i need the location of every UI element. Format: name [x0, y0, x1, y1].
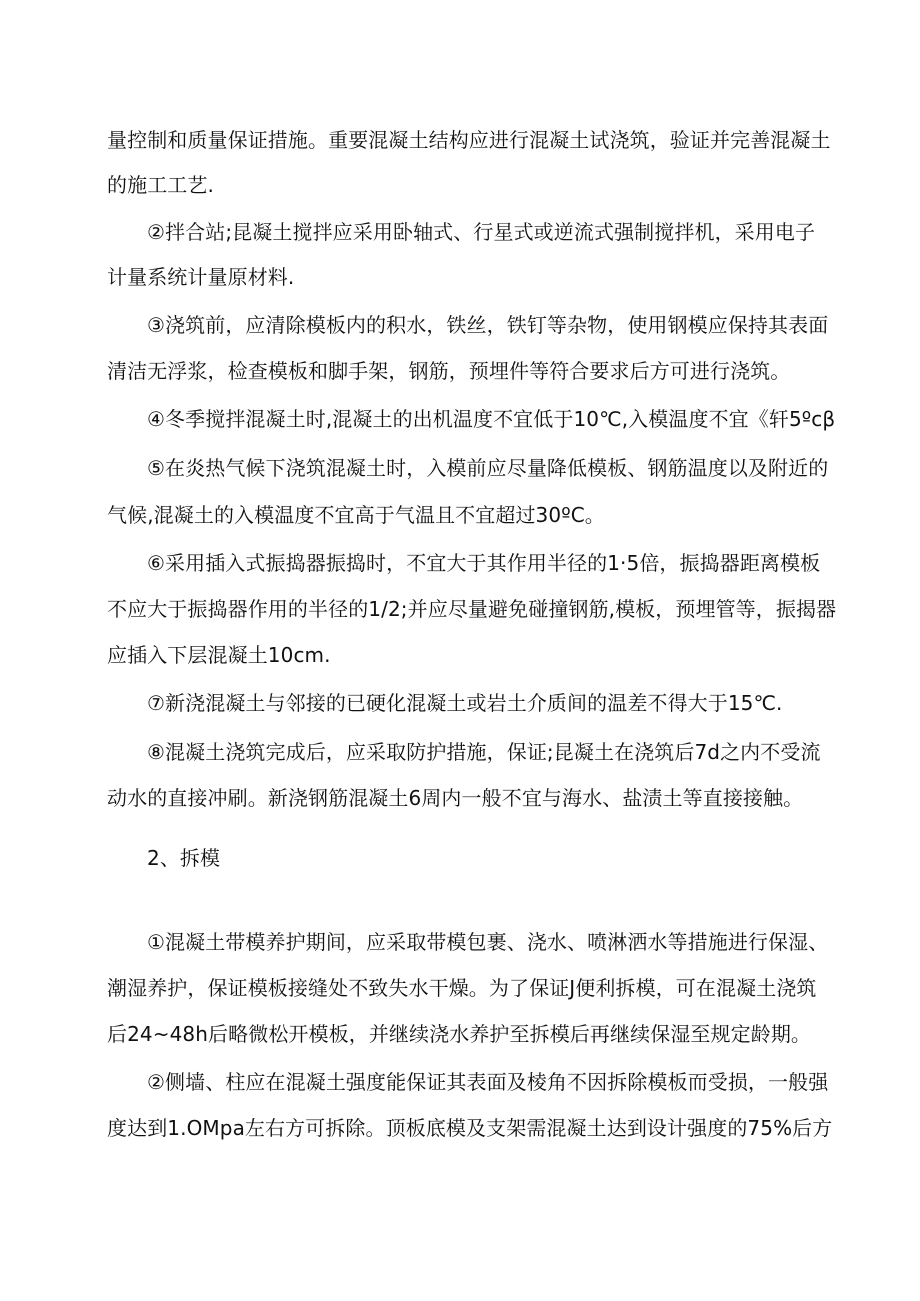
- text-line: 气候,混凝土的入模温度不宜高于气温且不宜超过30ºC。: [107, 503, 605, 527]
- paragraph-start-line: ⑧混凝土浇筑完成后，应采取防护措施，保证;昆凝土在浇筑后7d之内不受流: [147, 740, 821, 764]
- paragraph-start-line: ④冬季搅拌混凝土时,混凝土的出机温度不宜低于10℃,入模温度不宜《轩5ºcβ: [147, 407, 836, 431]
- paragraph-start-line: ⑥采用插入式振捣器振捣时，不宜大于其作用半径的1·5倍，振捣器距离模板: [147, 551, 821, 575]
- text-line: 量控制和质量保证措施。重要混凝土结构应进行混凝土试浇筑，验证并完善混凝土: [107, 128, 831, 152]
- paragraph-start-line: ②拌合站;昆凝土搅拌应采用卧轴式、行星式或逆流式强制搅拌机，采用电子: [147, 220, 816, 244]
- text-line: 潮湿养护，保证模板接缝处不致失水干燥。为了保证J便利拆模，可在混凝土浇筑: [107, 976, 817, 1000]
- text-line: 的施工工艺.: [107, 173, 214, 197]
- section-heading: 2、拆模: [147, 846, 221, 870]
- text-line: 不应大于振捣器作用的半径的1/2;并应尽量避免碰撞钢筋,模板，预埋管等，振揭器: [107, 597, 837, 621]
- text-line: 清洁无浮浆，检查模板和脚手架，钢筋，预埋件等符合要求后方可进行浇筑。: [107, 359, 791, 383]
- text-line: 应插入下层混凝土10cm.: [107, 643, 331, 667]
- paragraph-start-line: ⑦新浇混凝土与邻接的已硬化混凝土或岩土介质间的温差不得大于15℃.: [147, 691, 783, 715]
- paragraph-start-line: ③浇筑前，应清除模板内的积水，铁丝，铁钉等杂物，使用钢模应保持其表面: [147, 313, 829, 337]
- text-line: 动水的直接冲刷。新浇钢筋混凝土6周内一般不宜与海水、盐渍土等直接接触。: [107, 786, 804, 810]
- text-line: 计量系统计量原材料.: [107, 265, 295, 289]
- paragraph-start-line: ①混凝土带模养护期间，应采取带模包裹、浇水、喷淋洒水等措施进行保湿、: [147, 930, 829, 954]
- text-line: 度达到1.OMpa左右方可拆除。顶板底模及支架需混凝土达到设计强度的75%后方: [107, 1116, 833, 1140]
- paragraph-start-line: ⑤在炎热气候下浇筑混凝土时，入模前应尽量降低模板、钢筋温度以及附近的: [147, 456, 829, 480]
- paragraph-start-line: ②侧墙、柱应在混凝土强度能保证其表面及棱角不因拆除模板而受损，一般强: [147, 1070, 829, 1094]
- text-line: 后24~48h后略微松开模板，并继续浇水养护至拆模后再继续保湿至规定龄期。: [107, 1022, 812, 1046]
